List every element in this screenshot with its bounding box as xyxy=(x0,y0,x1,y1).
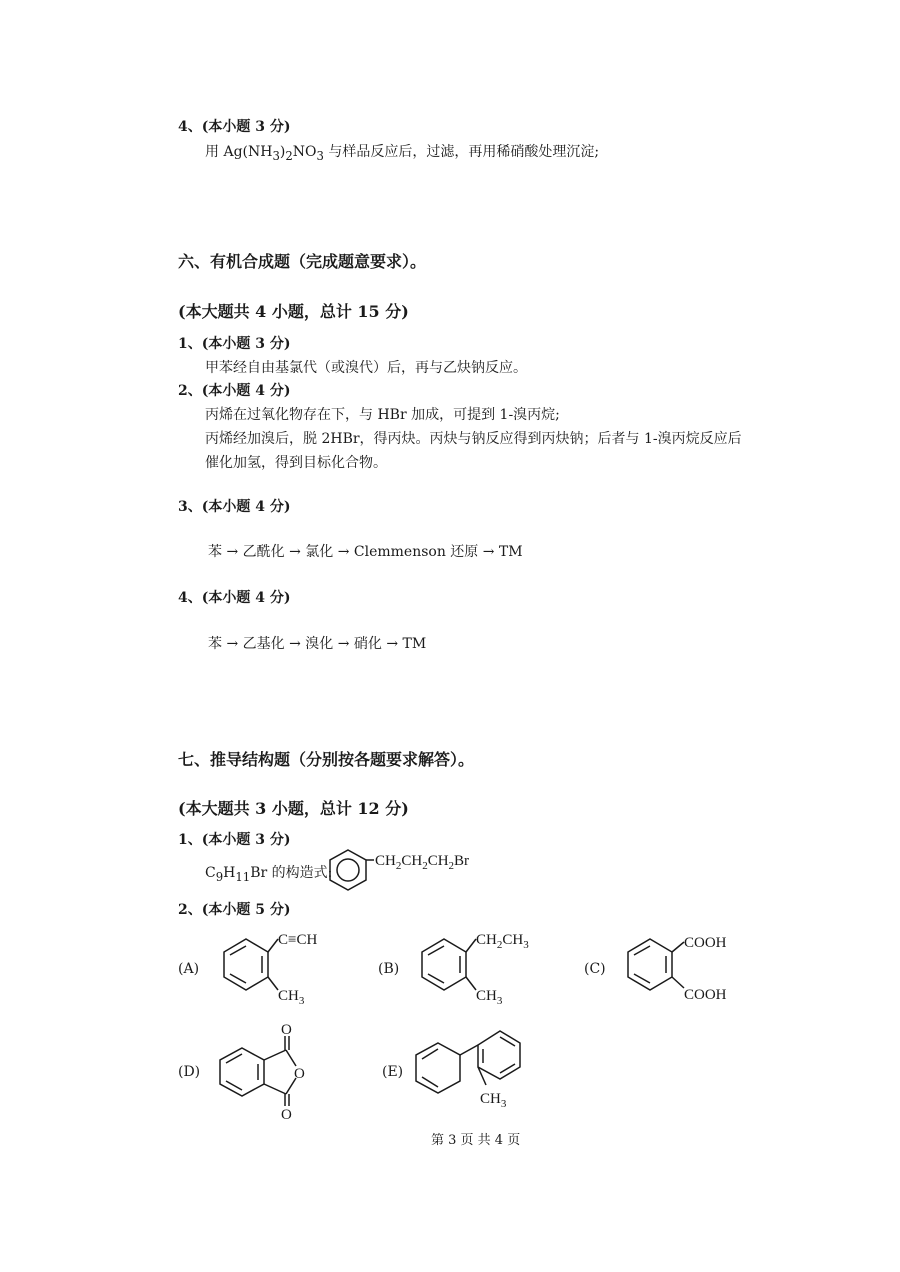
s6-q3-route: 苯 → 乙酰化 → 氯化 → Clemmenson 还原 → TM xyxy=(208,544,523,560)
s6-q1-title: 1、(本小题 3 分) xyxy=(178,336,291,352)
s6-q2-line3: 催化加氢，得到目标化合物。 xyxy=(205,455,387,471)
label-a: (A) xyxy=(178,961,200,977)
carbonyl-oxygen-top: O xyxy=(281,1022,292,1038)
s6-q1-text: 甲苯经自由基氯代（或溴代）后，再与乙炔钠反应。 xyxy=(205,360,527,376)
s6-q3-title: 3、(本小题 4 分) xyxy=(178,499,291,515)
alkyne-group: C≡CH xyxy=(278,932,318,948)
propylbromobenzene-structure xyxy=(330,848,510,892)
label-d: (D) xyxy=(178,1064,201,1080)
methyl-group-e: CH3 xyxy=(480,1091,507,1110)
s5-q4-answer: 用 $Ag(NH_3)_2NO_3$ 与样品反应后，过滤，再用稀硝酸处理沉淀; xyxy=(205,144,600,163)
section6-heading: 六、有机合成题（完成题意要求）。 xyxy=(178,252,427,271)
s5-q4-title: 4、(本小题 3 分) xyxy=(178,119,291,135)
ring-oxygen: O xyxy=(294,1066,305,1082)
reagent-formula: $Ag(NH_3)_2NO_3$ xyxy=(223,144,324,163)
s6-q4-title: 4、(本小题 4 分) xyxy=(178,590,291,606)
label-e: (E) xyxy=(382,1064,404,1080)
s6-q2-line1: 丙烯在过氧化物存在下，与 HBr 加成，可提到 1-溴丙烷; xyxy=(205,407,560,423)
structure-b xyxy=(408,925,548,1005)
propyl-bromide-chain-label: CH2CH2CH2Br xyxy=(375,853,470,872)
s6-q4-route: 苯 → 乙基化 → 溴化 → 硝化 → TM xyxy=(208,636,427,652)
section7-heading: 七、推导结构题（分别按各题要求解答）。 xyxy=(178,750,475,769)
methyl-group-b: CH3 xyxy=(476,988,503,1007)
label-c: (C) xyxy=(584,961,606,977)
ethyl-group: CH2CH3 xyxy=(476,932,529,951)
section7-summary: (本大题共 3 小题，总计 12 分) xyxy=(178,799,409,818)
s6-q2-line2: 丙烯经加溴后，脱 2HBr，得丙炔。丙炔与钠反应得到丙炔钠；后者与 1-溴丙烷反应后 xyxy=(205,431,742,447)
s6-q2-title: 2、(本小题 4 分) xyxy=(178,383,291,399)
structure-c xyxy=(614,925,754,1005)
carbonyl-oxygen-bottom: O xyxy=(281,1107,292,1123)
methyl-group-a: CH3 xyxy=(278,988,305,1007)
s7-q1-title: 1、(本小题 3 分) xyxy=(178,832,291,848)
page-footer: 第 3 页 共 4 页 xyxy=(431,1133,521,1148)
label-b: (B) xyxy=(378,961,400,977)
structure-a xyxy=(210,925,340,1005)
carboxyl-group-top: COOH xyxy=(684,935,727,951)
s7-q1-formula: $C_9H_{11}Br$ 的构造式: xyxy=(205,865,333,884)
structure-e xyxy=(410,1025,540,1117)
structure-d xyxy=(210,1020,320,1123)
carboxyl-group-bottom: COOH xyxy=(684,987,727,1003)
s7-q2-title: 2、(本小题 5 分) xyxy=(178,902,291,918)
section6-summary: (本大题共 4 小题，总计 15 分) xyxy=(178,302,409,321)
